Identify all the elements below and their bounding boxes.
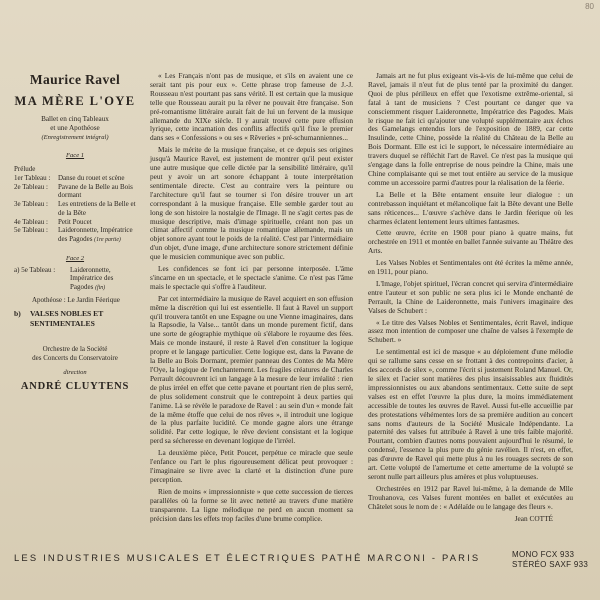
track-part-note: (fin) [95,285,106,292]
track-label: 1er Tableau : [14,174,51,182]
essay-paragraph: Jamais art ne fut plus exigeant vis-à-vis de lui-même que celui de Ravel, jamais il n'eut fut de plus tenté par la proximité du danger. Quoi de plus périlleux en effet que l'exotisme extrême-oriental, si fatal à tant de musiciens ? C'est pourtant ce danger que va consciemment risquer Laideronnette, Impératrice des Pagodes. Mais le risque ne fait ici qu'ajouter une volupté supplémentaire aux échos des Gamelangs entendus lors de l'exposition de 1889, car cette Insulinde, cette Chine, possède la réalité du Château de la Belle au Bois Dormant. Elle est ici le support, le nécessaire intermédiaire au travers duquel se réfléchit l'art de Ravel. Ce n'est pas la musique qui s'engage dans la folle entreprise de nous peindre la Chine, mais une Chine complaisante qui se met tout entière au service de la musique comme un accessoire parmi d'autres pour la réalisation de la féerie. [368,71,573,187]
conductor-name: ANDRÉ CLUYTENS [20,380,130,392]
subtitle-line-2: et une Apothéose [50,124,100,132]
essay-paragraph: L'Image, l'objet spirituel, l'écran concret qui servira d'intermédiaire entre l'auteur et son public ne sera plus ici le Monde enchanté de Perrault, la Chine de Laideronnette, mais l'univers imaginaire des Valses de Schubert : [368,278,573,315]
author-signature: Jean COTTÉ [514,513,553,523]
valses-title: VALSES NOBLES ET SENTIMENTALES [30,308,104,328]
track-title [58,226,136,244]
essay-paragraph: Orchestrées en 1912 par Ravel lui-même, à la demande de Mlle Trouhanova, ces Valses furent montées en ballet et exécutées au Châtelet sous le nom de : « Adélaïde ou le langage des fleurs ». [368,483,573,511]
face-2-label: Face 2 [65,254,85,262]
track-title-text: Laideronnette, Impératrice des Pagodes [58,226,133,243]
essay-paragraph: Le sentimental est ici de masque « au déploiement d'une mélodie qui se rallume sans cesse en se frottant à des contrepoints d'acier, à des accords de silex », comme l'écrit si justement Roland Manuel. Or, le silex et l'acier sont matières des plus insaisissables aux fluidités impressionnistes ou aux abandons sentimentaux. Cette suite de sept valses est en effet l'œuvre la plus dure, la moins immédiatement accessible de toutes les œuvres de Ravel. Aussi fut-elle accueillie par des protestations véhémentes lors de sa première audition au concert sans noms d'auteurs de la Société Musicale Indépendante. La paternité des valses fut attribuée à Ravel à une très faible majorité. Pourtant, combien d'autres noms pouvaient aujourd'hui le résumé, le condensé, l'essence la plus pure du génie ravélien. Il n'est, en effet, pas d'œuvre de Ravel qui mette plus à nu les rouages secrets de son art. Cette volupté de l'amertume et cette amertume de la volupté se seront nulle part ailleurs plus amères et plus voluptueuses. [368,347,573,481]
liner-notes-column-middle [150,72,353,526]
work-title: MA MÈRE L'OYE [14,94,136,108]
recording-note: (Enregistrement intégral) [41,134,109,141]
catalog-codes [512,550,588,570]
track-label: b) [14,308,21,318]
orchestra [14,345,136,363]
track-item [14,174,136,183]
track-title: Les entretiens de la Belle et de la Bête [58,200,136,217]
track-label: a) 5e Tableau : [14,265,56,274]
essay-paragraph: Par cet intermédiaire la musique de Ravel acquiert en son effusion même la discrétion qui lui est essentielle. Il faut à Ravel un support qu'il trouvera tantôt en une Espagne ou une Vienne imaginaires, dans la Rapsodie, la Valse... tantôt dans un monde purement fictif, dans une sorte de géographie mythique où s'élabore le royaume des fées. Mais ce monde instauré, il reste à Ravel d'en constituer la logique propre et le langage particulier. Cette logique est, dans la Pavane de la Belle au Bois Dormant, premier panneau des Contes de Ma Mère l'Oye, la logique de l'enchantement. Les fragiles créatures de Charles Perrault découvrent ici un langage à la mesure de leur irréalité : rien de plus irréel en effet que cette pavane et pourtant rien de plus serré, de plus solidement construit que le contrepoint à deux parties qui l'anime. Là se révèle le paradoxe de Ravel : au sein d'un « monde fait de la même étoffe que celui de nos rêves », il introduit une logique de la plus parfaite lucidité. Ce monde gagne alors une étrange solidité. Par cette logique, le rêve devient consistant et la logique perd sa sécheresse en devenant logique de l'irréel. [150,293,353,446]
direction-label: direction [63,368,87,376]
essay-paragraph: « Le titre des Valses Nobles et Sentimentales, écrit Ravel, indique assez mon intention de composer une chaîne de valses à l'exemple de Schubert. » [368,317,573,345]
track-item [14,226,136,244]
track-title [70,266,136,293]
liner-notes-column-right [368,72,573,524]
track-item [14,183,136,200]
valses-track [14,309,136,329]
track-title: Danse du rouet et scène [58,174,125,182]
apotheose: Apothéose : Le Jardin Féerique [32,295,120,304]
essay-paragraph: Rien de moins « impressionniste » que cette succession de tierces parallèles où la forme se lit avec netteté au travers d'une matière transparente. La ligne mélodique ne perd en aucun moment sa précision dans les effets trop faciles d'une brume complice. [150,486,353,523]
track-listing [14,72,136,392]
stereo-code: STÉRÉO SAXF 933 [512,560,589,569]
track-part-note: (1re partie) [94,236,121,243]
prelude: Prélude [14,165,36,173]
face-1-label: Face 1 [65,152,85,159]
orchestra-line-2: des Concerts du Conservatoire [32,353,118,362]
composer-name: Maurice Ravel [29,72,121,87]
catalog-pencil-mark: 80 [585,2,594,11]
essay-paragraph: Cette œuvre, écrite en 1908 pour piano à quatre mains, fut orchestrée en 1911 et montée en ballet l'année suivante au Théâtre des Arts. [368,228,573,256]
track-label: 2e Tableau : [14,182,48,191]
essay-paragraph: « Les Français n'ont pas de musique, et s'ils en avaient une ce serait tant pis pour eux ». Cette phrase trop fameuse de J.-J. Rousseau n'est pourtant pas sans vérité. Il est certain que la musique telle que Rousseau aurait pu la rêver ne pouvait être française. Son pré-romantisme littéraire aurait fait de lui un fervent de la musique allemande du XIXe siècle. Il y aurait trouvé cette pure effusion lyrique, cette incarnation des conflits affectifs qu'il fixe le premier dans ses « Confessions » ou ses « Rêveries » pré-schumanniennes... [150,71,353,143]
label-footer: LES INDUSTRIES MUSICALES ET ÉLECTRIQUES PATHÉ MARCONI - PARIS [14,552,481,563]
essay-paragraph: La deuxième pièce, Petit Poucet, perpétue ce miracle que seule l'enfance ou l'art le plus rigoureusement délicat peut provoquer : l'imaginaire se livre avec la clarté et la distinction d'une pure perception. [150,448,353,484]
essay-paragraph: Mais le mérite de la musique française, et ce depuis ses origines jusqu'à Maurice Ravel, est justement de montrer qu'il peut exister une autre musique que celle dictée par la sensibilité littéraire, qu'il peut y avoir un art sonore échappant à toute interprétation sentimentale directe. C'est au contraire vers la peinture ou l'architecture qu'il faut se tourner si l'on désire trouver un art correspondant à la musique française. Elle semble garder tout au long de son histoire la nostalgie de l'Image. Il ne s'agit certes pas de musique descriptive, mais d'image spirituelle, créant non pas un climat affectif comme la musique romantique allemande, mais un objet sonore ayant tout le poids de la réalité. C'est par l'intermédiaire d'un objet, d'une image, d'une architecture sonore strictement définie que le musicien communique avec son public. [150,145,353,262]
essay-paragraph: La Belle et la Bête entament ensuite leur dialogue : un contrebasson inquiétant et mélancolique fait la Bête devant une Belle sans réticences... L'œuvre s'achève dans le Jardin féerique où les charmes éclatent lentement leurs ultimes fantasmes. [368,189,573,226]
essay-paragraph: Les confidences se font ici par personne interposée. L'âme s'incarne en un spectacle, et le spectacle s'anime. Ce n'est pas l'âme mais le spectacle qui s'offre à l'auditeur. [150,264,353,291]
track-title: Pavane de la Belle au Bois dormant [58,182,133,200]
track-item [14,200,136,217]
track-title: Petit Poucet [58,217,92,226]
track-label: 5e Tableau : [14,226,48,235]
orchestra-line-1: Orchestre de la Société [42,344,108,353]
mono-code: MONO FCX 933 [512,550,575,559]
track-label: 4e Tableau : [14,217,48,226]
track-label: 3e Tableau : [14,200,48,209]
track-item [14,218,136,227]
subtitle-line-1: Ballet en cinq Tableaux [41,115,109,123]
track-item [14,266,136,293]
track-title-text: Laideronnette, Impératrice des Pagodes [70,265,114,292]
essay-paragraph: Les Valses Nobles et Sentimentales ont été écrites la même année, en 1911, pour piano. [368,258,573,277]
